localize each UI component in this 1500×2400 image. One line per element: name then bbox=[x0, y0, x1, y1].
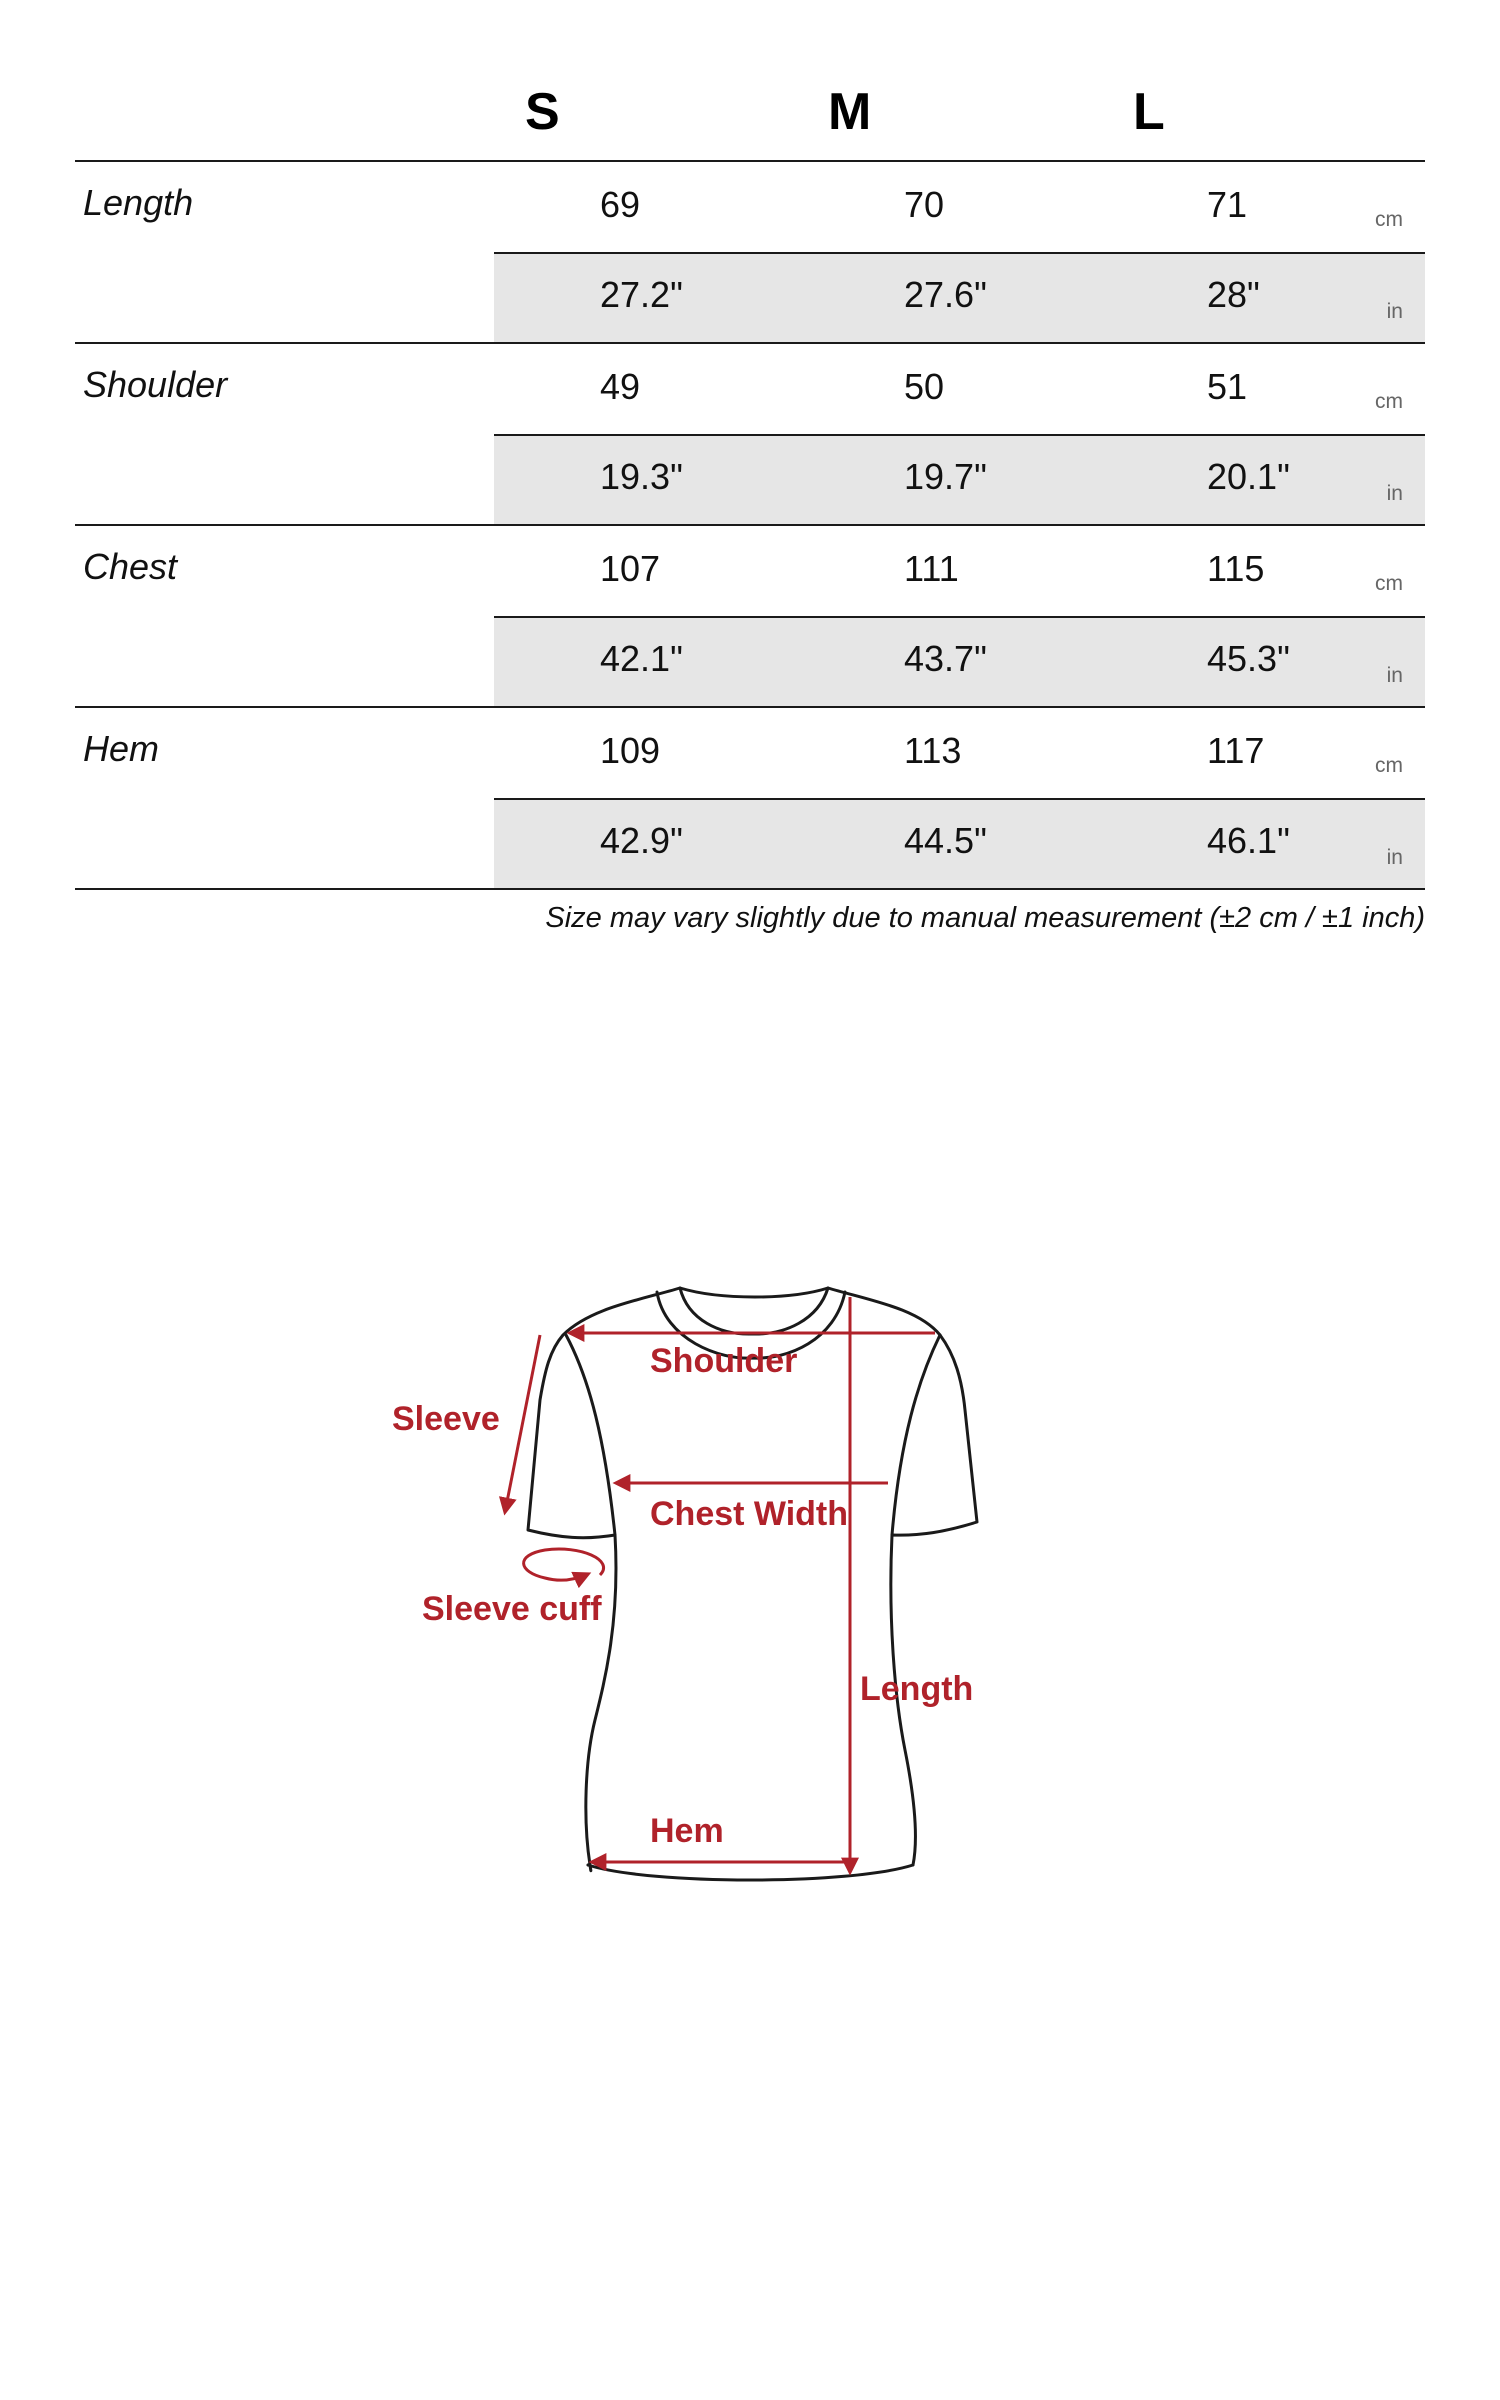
size-table bbox=[75, 0, 1425, 890]
unit-cm: cm bbox=[1375, 208, 1403, 231]
value-s-cm: 107 bbox=[600, 548, 661, 589]
size-header-s: S bbox=[525, 83, 560, 141]
sleeve-cuff-label: Sleeve cuff bbox=[422, 1590, 602, 1628]
value-m-in: 27.6" bbox=[904, 274, 987, 315]
value-m-cm: 50 bbox=[904, 366, 945, 407]
value-s-cm: 69 bbox=[600, 184, 641, 225]
inch-row bbox=[494, 434, 1425, 524]
length-label: Length bbox=[860, 1670, 974, 1708]
value-s-in: 19.3" bbox=[600, 456, 683, 497]
sleeve-cuff-arrow bbox=[524, 1549, 604, 1580]
value-s-in: 42.1" bbox=[600, 638, 683, 679]
unit-in: in bbox=[1386, 300, 1403, 323]
value-l-in: 46.1" bbox=[1207, 820, 1290, 861]
chest-width-label: Chest Width bbox=[650, 1495, 849, 1533]
measurement-arrows bbox=[505, 1297, 935, 1872]
value-m-cm: 111 bbox=[904, 548, 959, 589]
cm-row bbox=[494, 344, 1425, 434]
measurement-label: Chest bbox=[83, 546, 178, 587]
measurement-group-shoulder bbox=[75, 344, 1425, 526]
value-l-cm: 117 bbox=[1207, 730, 1265, 771]
unit-in: in bbox=[1386, 482, 1403, 505]
size-header-l: L bbox=[1133, 83, 1165, 141]
unit-in: in bbox=[1386, 664, 1403, 687]
measurement-label: Shoulder bbox=[83, 364, 228, 405]
sleeve-arrow bbox=[505, 1335, 540, 1512]
measurement-group-chest bbox=[75, 526, 1425, 708]
inch-row bbox=[494, 798, 1425, 888]
tshirt-outline bbox=[528, 1288, 977, 1880]
sleeve-label: Sleeve bbox=[392, 1400, 500, 1438]
unit-cm: cm bbox=[1375, 572, 1403, 595]
measurement-label: Length bbox=[83, 182, 194, 223]
value-s-in: 27.2" bbox=[600, 274, 683, 315]
value-s-in: 42.9" bbox=[600, 820, 683, 861]
value-s-cm: 49 bbox=[600, 366, 641, 407]
cm-row bbox=[494, 162, 1425, 252]
value-l-cm: 115 bbox=[1207, 548, 1265, 589]
measurement-disclaimer: Size may vary slightly due to manual measurement (±2 cm / ±1 inch) bbox=[545, 902, 1425, 934]
value-m-cm: 70 bbox=[904, 184, 945, 225]
value-m-in: 43.7" bbox=[904, 638, 987, 679]
size-header-m: M bbox=[828, 83, 872, 141]
measurement-group-hem bbox=[75, 708, 1425, 890]
shoulder-label: Shoulder bbox=[650, 1342, 798, 1380]
value-l-cm: 51 bbox=[1207, 366, 1248, 407]
cm-row bbox=[494, 708, 1425, 798]
size-header-row bbox=[75, 0, 1425, 162]
measurement-group-length bbox=[75, 162, 1425, 344]
value-l-cm: 71 bbox=[1207, 184, 1248, 225]
value-l-in: 20.1" bbox=[1207, 456, 1290, 497]
inch-row bbox=[494, 616, 1425, 706]
value-s-cm: 109 bbox=[600, 730, 661, 771]
unit-cm: cm bbox=[1375, 390, 1403, 413]
value-m-cm: 113 bbox=[904, 730, 962, 771]
hem-label: Hem bbox=[650, 1812, 724, 1850]
value-l-in: 45.3" bbox=[1207, 638, 1290, 679]
unit-in: in bbox=[1386, 846, 1403, 869]
cm-row bbox=[494, 526, 1425, 616]
inch-row bbox=[494, 252, 1425, 342]
value-m-in: 19.7" bbox=[904, 456, 987, 497]
value-l-in: 28" bbox=[1207, 274, 1260, 315]
measurement-label: Hem bbox=[83, 728, 160, 769]
unit-cm: cm bbox=[1375, 754, 1403, 777]
value-m-in: 44.5" bbox=[904, 820, 987, 861]
